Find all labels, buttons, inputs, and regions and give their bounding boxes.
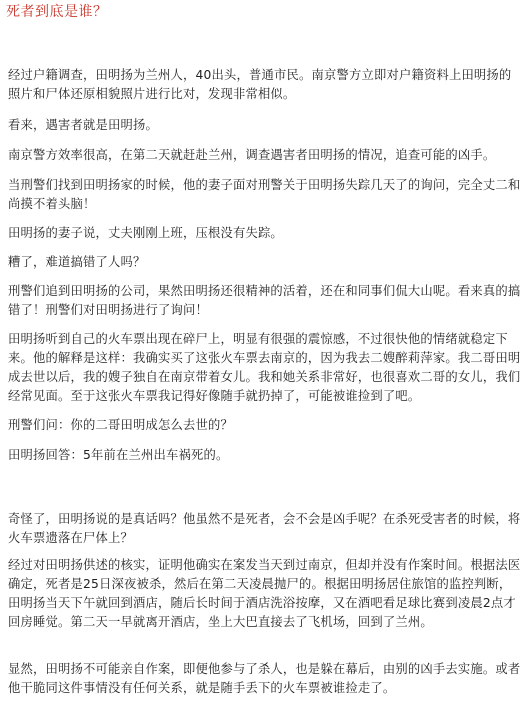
text-line: 田明扬回答：5年前在兰州出车祸死的。	[8, 448, 229, 462]
paragraph-police-question	[8, 416, 522, 435]
text-line: 刑警们问：你的二哥田明成怎么去世的？	[8, 418, 233, 432]
paragraph-wife-confused	[8, 176, 522, 214]
paragraph-police-to-lanzhou	[8, 146, 522, 165]
text-line: 当刑警们找到田明扬家的时候，他的妻子面对刑警关于田明扬失踪几天了的询问，完全丈二和	[8, 178, 521, 192]
paragraph-alibi	[8, 556, 522, 632]
paragraph-answer	[8, 446, 522, 465]
paragraph-explanation	[8, 330, 522, 406]
paragraph-conclusion	[8, 660, 522, 698]
article-title: 死者到底是谁？	[6, 4, 108, 20]
paragraph-identity-check	[8, 66, 522, 104]
text-line: 田明扬的妻子说，丈夫刚刚上班，压根没有失踪。	[8, 226, 283, 240]
text-line: 错了！刑警们对田明扬进行了询问！	[8, 303, 208, 317]
text-line: 看来，遇害者就是田明扬。	[8, 118, 158, 132]
text-line: 田明扬当天下午就回到酒店，随后长时间于酒店洗浴按摩，又在酒吧看足球比赛到凌晨2点才	[8, 596, 516, 610]
text-line: 经过对田明扬供述的核实，证明他确实在案发当天到过南京，但却并没有作案时间。根据法医	[8, 558, 521, 572]
paragraph-wife-statement	[8, 224, 522, 243]
paragraph-found-alive	[8, 282, 522, 320]
text-line: 火车票遗落在尸体上？	[8, 531, 133, 545]
text-line: 来。他的解释是这样：我确实买了这张火车票去南京的，因为我去二嫂醉莉萍家。我二哥田明	[8, 351, 521, 365]
paragraph-suspicion	[8, 510, 522, 548]
text-line: 他干脆同这件事情没有任何关系，就是随手丢下的火车票被谁捡走了。	[8, 681, 396, 695]
text-line: 成去世以后，我的嫂子独自在南京带着女儿。我和她关系非常好，也很喜欢二哥的女儿，我们	[8, 370, 521, 384]
text-line: 糟了，难道搞错了人吗？	[8, 255, 146, 269]
paragraph-wrong-person	[8, 253, 522, 272]
text-line: 确定，死者是25日深夜被杀，然后在第二天凌晨抛尸的。根据田明扬居住旅馆的监控判断，	[8, 577, 512, 591]
paragraph-victim-identified	[8, 116, 522, 135]
text-line: 显然，田明扬不可能亲自作案，即便他参与了杀人，也是躲在幕后，由别的凶手去实施。或者	[8, 662, 521, 676]
text-line: 田明扬听到自己的火车票出现在碎尸上，明显有很强的震惊感，不过很快他的情绪就稳定下	[8, 332, 508, 346]
text-line: 回房睡觉。第二天一早就离开酒店，坐上大巴直接去了飞机场，回到了兰州。	[8, 615, 433, 629]
text-line: 尚摸不着头脑！	[8, 197, 96, 211]
text-line: 南京警方效率很高，在第二天就赶赴兰州，调查遇害者田明扬的情况，追查可能的凶手。	[8, 148, 496, 162]
text-line: 刑警们追到田明扬的公司，果然田明扬还很精神的活着，还在和同事们侃大山呢。看来真的搞	[8, 284, 521, 298]
text-line: 照片和尸体还原相貌照片进行比对，发现非常相似。	[8, 87, 296, 101]
text-line: 奇怪了，田明扬说的是真话吗？他虽然不是死者，会不会是凶手呢？在杀死受害者的时候，将	[8, 512, 521, 526]
text-line: 经常见面。至于这张火车票我记得好像随手就扔掉了，可能被谁捡到了吧。	[8, 389, 421, 403]
text-line: 经过户籍调查，田明扬为兰州人，40出头，普通市民。南京警方立即对户籍资料上田明扬的	[8, 68, 512, 82]
